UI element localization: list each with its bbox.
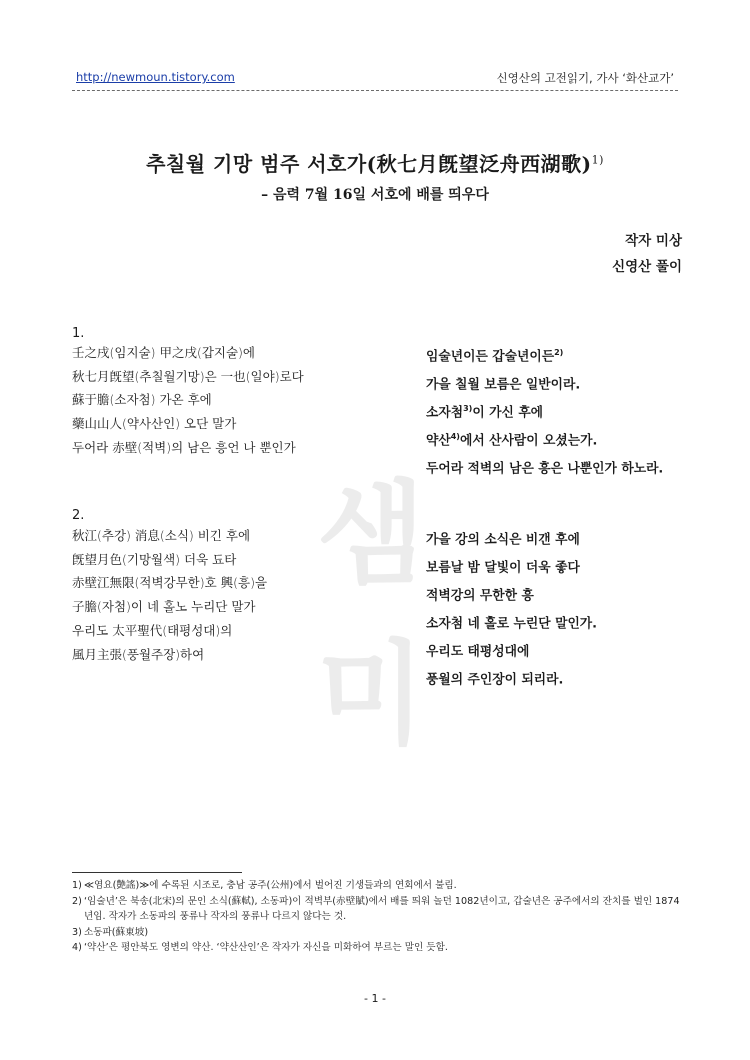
author-name: 작자 미상 (625, 233, 682, 249)
translation-line: 두어라 적벽의 남은 흥은 나뿐인가 하노라. (426, 461, 664, 477)
footnote-item: 2) ‘임술년’은 북송(北宋)의 문인 소식(蘇軾), 소동파)이 적벽부(赤壁賦)에서 배를 띄워 놀던 1082년이고, 갑술년은 공주에서의 잔치를 벌인 1874년임. 작자가 소동파의 풍류나 작자의 풍류나 다르지 않다는 것. (72, 895, 680, 922)
author-block (612, 228, 682, 280)
footnote-item: 1) ≪염요(艶謠)≫에 수록된 시조로, 충남 공주(公州)에서 벌어진 기생들과의 연회에서 불림. (72, 880, 457, 891)
poem-title (0, 148, 750, 177)
footnote-item: 3) 소동파(蘇東坡) (72, 926, 149, 938)
footnotes (72, 878, 680, 956)
original-line: 旣望月色(기망월색) 더욱 됴타 (72, 551, 237, 567)
header-series-title: 신영산의 고전읽기, 가사 ‘화산교가’ (496, 71, 674, 85)
blog-url-link[interactable]: http://newmoun.tistory.com (76, 70, 235, 84)
translator-name: 신영산 풀이 (612, 259, 682, 275)
footnote-divider (72, 872, 242, 873)
original-line: 子膽(자첨)이 네 홀노 누리단 말가 (72, 599, 256, 615)
translation-line: 가을 칠월 보름은 일반이라. (426, 377, 581, 393)
section-1-translation (426, 341, 686, 481)
translation-line: 풍월의 주인장이 되리라. (426, 672, 564, 688)
translation-line: 약산$^{4)}$에서 산사람이 오셨는가. (426, 431, 598, 449)
original-line: 藥山山人(약사산인) 오단 말가 (72, 416, 237, 432)
translation-line: 가을 강의 소식은 비갠 후에 (426, 532, 580, 548)
translation-line: 소자첨$^{3)}$이 가신 후에 (426, 403, 544, 421)
original-line: 두어라 赤壁(적벽)의 남은 흥언 나 뿐인가 (72, 439, 296, 455)
footnote-ref-1: 1) (591, 153, 604, 167)
translation-line: 우리도 태평성대에 (426, 644, 530, 660)
section-number: 1. (72, 326, 85, 341)
page-header (72, 70, 678, 91)
footnote-item: 4) ‘약산’은 평안북도 영변의 약산. ‘약산산인’은 작자가 자신을 미화하여 부르는 말인 듯함. (72, 942, 448, 953)
poem-subtitle: – 음력 7월 16일 서호에 배를 띄우다 (261, 187, 489, 203)
original-line: 우리도 太平聖代(태평성대)의 (72, 622, 233, 638)
section-number: 2. (72, 508, 85, 523)
watermark: 샘 미 (316, 470, 444, 760)
translation-line: 보름날 밤 달빛이 더욱 좋다 (426, 560, 580, 576)
translation-line: 소자첨 네 홀로 누린단 말인가. (426, 616, 598, 632)
original-line: 秋江(추강) 消息(소식) 비긴 후에 (72, 528, 251, 543)
original-line: 蘇于膽(소자첨) 가온 후에 (72, 392, 212, 408)
translation-line: 임술년이든 갑술년이든$^{2)}$ (426, 348, 564, 365)
original-line: 風月主張(풍월주장)하여 (72, 646, 205, 662)
section-2-original (72, 524, 412, 666)
section-1-original (72, 341, 412, 460)
translation-line: 적벽강의 무한한 흥 (426, 588, 534, 604)
poem-title-text: 추칠월 기망 범주 서호가(秋七月旣望泛舟西湖歌) (146, 152, 592, 176)
section-2-translation (426, 524, 686, 692)
original-line: 壬之戌(임지술) 甲之戌(갑지술)에 (72, 345, 256, 360)
original-line: 赤壁江無限(적벽강무한)호 興(흥)을 (72, 575, 268, 591)
page-number: - 1 - (364, 992, 386, 1005)
original-line: 秋七月旣望(추칠월기망)은 一也(일야)로다 (72, 368, 304, 384)
